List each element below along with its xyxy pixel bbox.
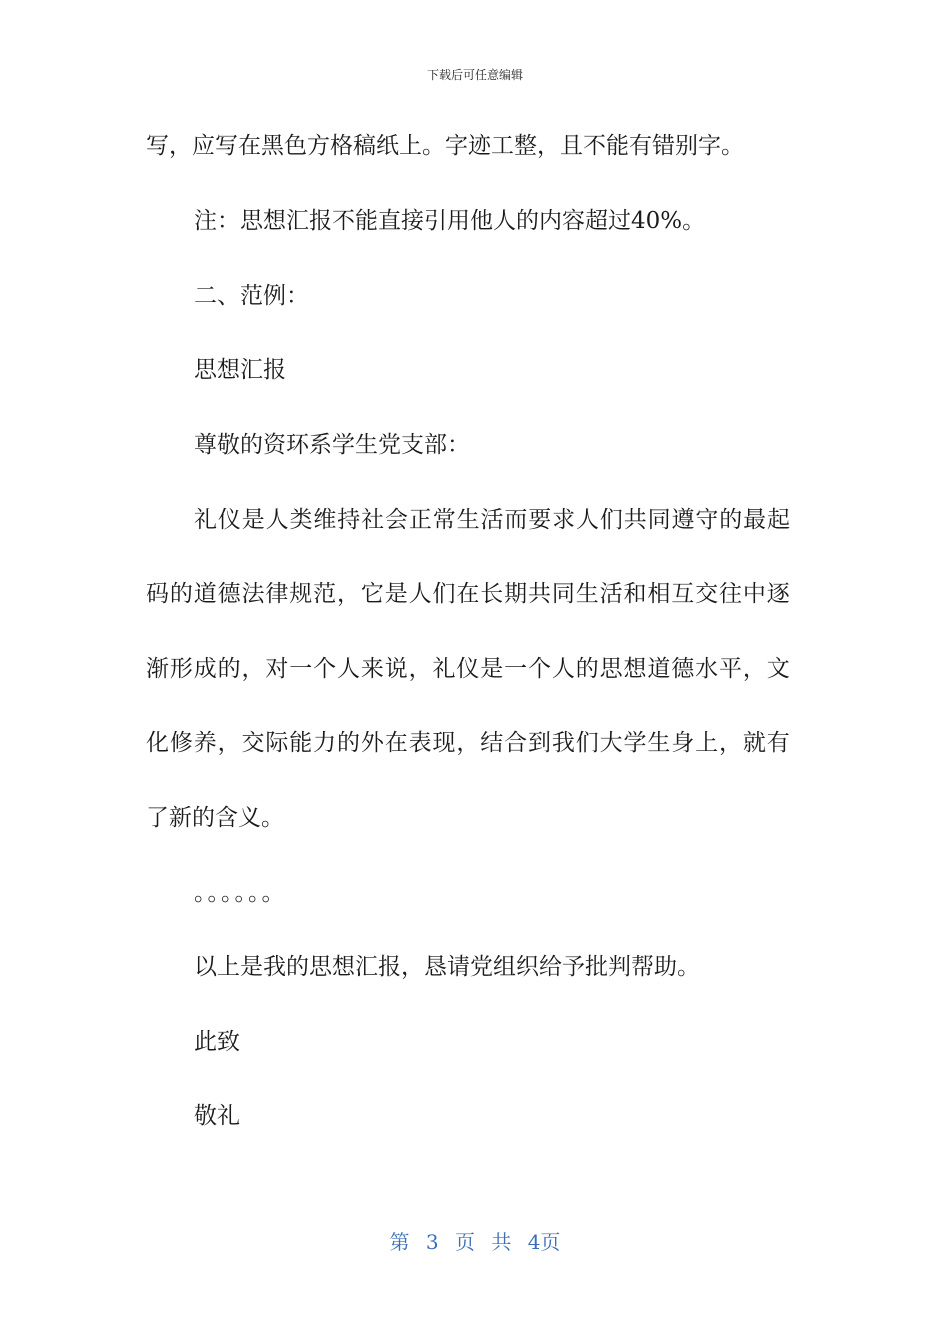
sample-title: 思想汇报 xyxy=(194,357,286,383)
body-line-continuation: 写，应写在黑色方格稿纸上。字迹工整，且不能有错别字。 xyxy=(146,133,744,159)
note-line: 注：思想汇报不能直接引用他人的内容超过40%。 xyxy=(194,208,706,234)
paragraph-line: 礼 仪 是 人 类 维 持 社 会 正 常 生 活 而 要 求 人 们 共 同 遵 守 的 最 起 xyxy=(194,507,790,533)
page-footer: 第 3 页 共 4页 xyxy=(389,1230,561,1254)
paragraph-line: 渐 形 成 的 ， 对 一 个 人 来 说 ， 礼 仪 是 一 个 人 的 思 想 道 德 水 平 ， 文 xyxy=(146,656,790,682)
salutation: 尊敬的资环系学生党支部： xyxy=(194,432,470,458)
page-header: 下载后可任意编辑 xyxy=(426,68,523,82)
paragraph-line: 码 的 道 德 法 律 规 范 ， 它 是 人 们 在 长 期 共 同 生 活 和 相 互 交 往 中 逐 xyxy=(146,581,790,607)
paragraph-line: 了新的含义。 xyxy=(146,805,284,831)
closing-statement: 以上是我的思想汇报，恳请党组织给予批判帮助。 xyxy=(194,954,700,980)
section-heading: 二、范例： xyxy=(194,283,309,309)
ellipsis: 。。。。。。 xyxy=(194,880,287,906)
paragraph-line: 化 修 养 ， 交 际 能 力 的 外 在 表 现 ， 结 合 到 我 们 大 学 生 身 上 ， 就 有 xyxy=(146,730,790,756)
closing-jing-li: 敬礼 xyxy=(194,1103,240,1129)
closing-ci-zhi: 此致 xyxy=(194,1029,240,1055)
